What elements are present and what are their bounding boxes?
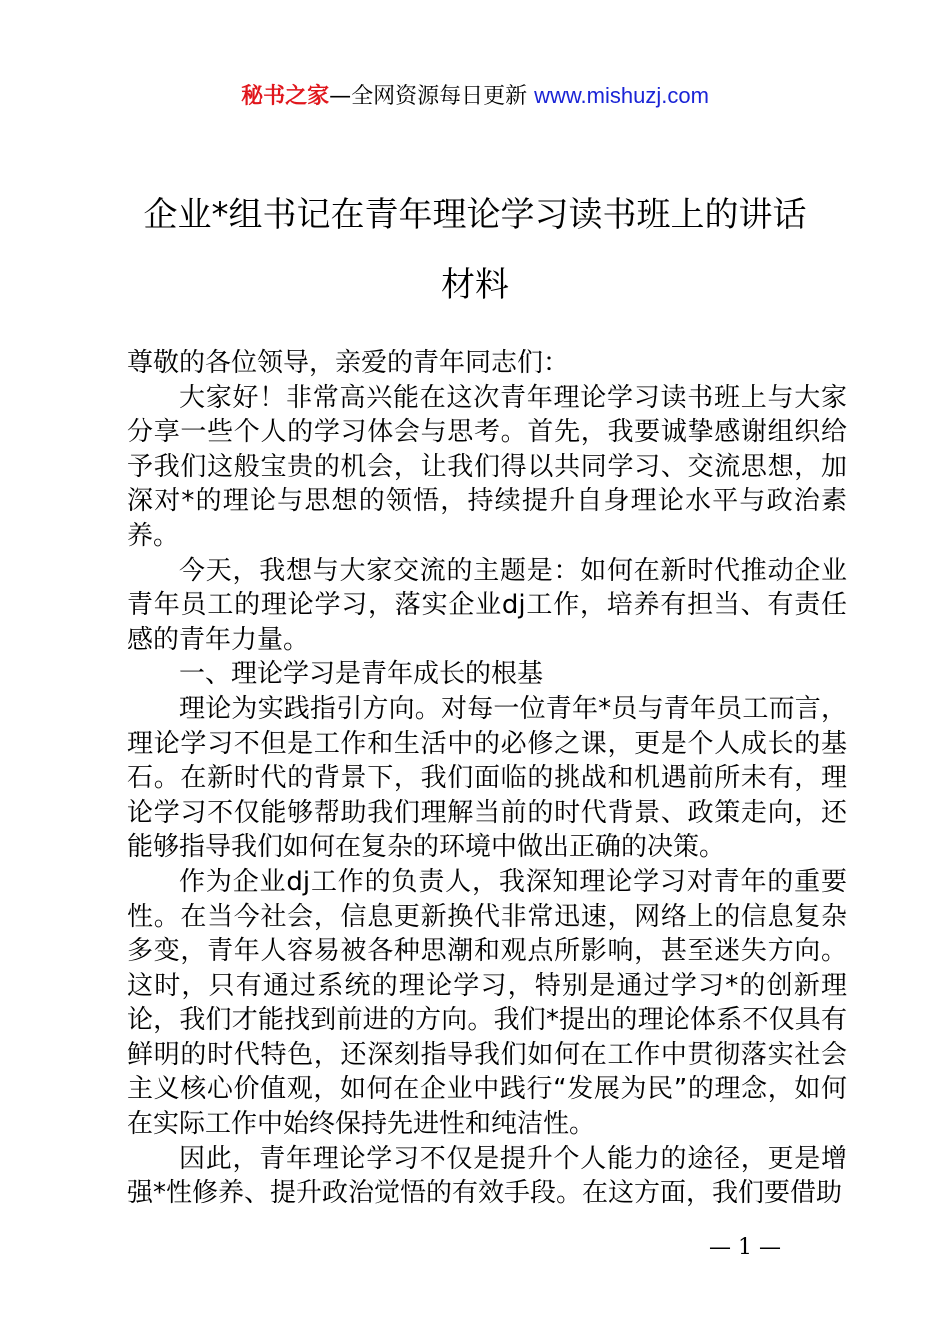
paragraph-importance: 作为企业dj工作的负责人，我深知理论学习对青年的重要性。在当今社会，信息更新换代非常迅速，网络上的信息复杂多变，青年人容易被各种思潮和观点所影响，甚至迷失方向。这时，只有通过系统的理论学习，特别是通过学习*的创新理论，我们才能找到前进的方向。我们*提出的理论体系不仅具有鲜明的时代特色，还深刻指导我们如何在工作中贯彻落实社会主义核心价值观，如何在企业中践行“发展为民”的理念，如何在实际工作中始终保持先进性和纯洁性。 bbox=[127, 866, 847, 1140]
paragraph-therefore: 因此，青年理论学习不仅是提升个人能力的途径，更是增强*性修养、提升政治觉悟的有效手段。在这方面，我们要借助 bbox=[127, 1143, 847, 1209]
section-heading-1: 一、理论学习是青年成长的根基 bbox=[179, 659, 544, 690]
site-header bbox=[0, 80, 950, 113]
site-tagline: —全网资源每日更新 bbox=[329, 84, 535, 109]
paragraph-theme: 今天，我想与大家交流的主题是：如何在新时代推动企业青年员工的理论学习，落实企业dj工作，培养有担当、有责任感的青年力量。 bbox=[127, 555, 847, 655]
salutation: 尊敬的各位领导，亲爱的青年同志们： bbox=[127, 348, 570, 378]
title-line-2: 材料 bbox=[441, 265, 509, 305]
title-line-1: 企业*组书记在青年理论学习读书班上的讲话 bbox=[143, 195, 807, 235]
document-body bbox=[127, 346, 847, 1211]
page-number: — 1 — bbox=[709, 1235, 781, 1260]
paragraph-theory-guidance: 理论为实践指引方向。对每一位青年*员与青年员工而言，理论学习不但是工作和生活中的必修之课，更是个人成长的基石。在新时代的背景下，我们面临的挑战和机遇前所未有，理论学习不仅能够帮助我们理解当前的时代背景、政策走向，还能够指导我们如何在复杂的环境中做出正确的决策。 bbox=[127, 693, 847, 863]
site-url-link[interactable]: www.mishuzj.com bbox=[534, 83, 709, 108]
site-brand: 秘书之家 bbox=[241, 84, 330, 109]
paragraph-greeting: 大家好！非常高兴能在这次青年理论学习读书班上与大家分享一些个人的学习体会与思考。首先，我要诚挚感谢组织给予我们这般宝贵的机会，让我们得以共同学习、交流思想，加深对*的理论与思想的领悟，持续提升自身理论水平与政治素养。 bbox=[127, 382, 847, 551]
document-title bbox=[110, 180, 840, 320]
